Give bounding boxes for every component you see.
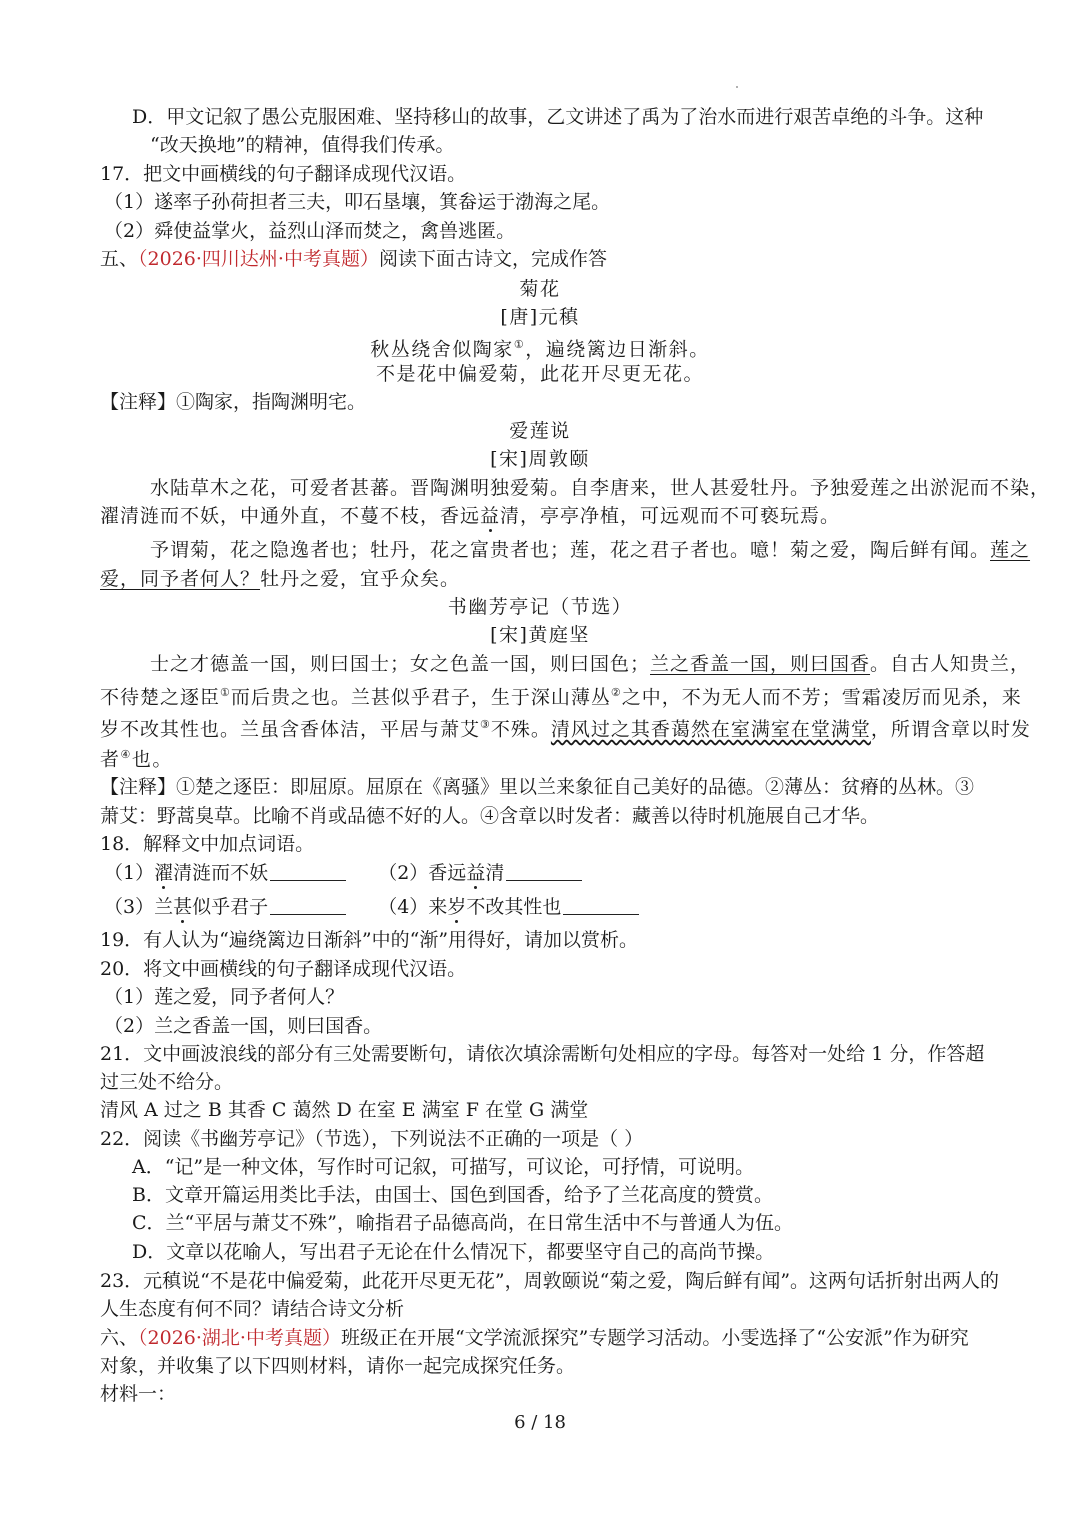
section6-source: （2026·湖北·中考真题）	[138, 1327, 341, 1349]
underlined-sentence: 爱，同予者何人？	[100, 568, 261, 590]
poem-line-2: 不是花中偏爱菊，此花开尽更无花。	[375, 363, 704, 385]
q16-option-d-line2: “改天换地”的精神，值得我们传承。	[150, 134, 455, 156]
wavy-underlined-passage: 清风过之其香蔼然在室满室在堂满堂	[550, 718, 871, 741]
essay1-para1-line2	[100, 503, 1080, 529]
dotted-word: 益	[466, 862, 486, 884]
answer-blank[interactable]	[506, 862, 582, 881]
poem-note: 【注释】①陶家，指陶渊明宅。	[100, 391, 367, 413]
section6-text: 班级正在开展“文学流派探究”专题学习活动。小雯选择了“公安派”作为研究	[340, 1327, 969, 1349]
essay2-line4	[100, 742, 1080, 772]
q22-option-c: C．兰“平居与萧艾不殊”，喻指君子品德高尚，在日常生活中不与普通人为伍。	[132, 1212, 793, 1234]
q18-row-1	[104, 860, 1080, 886]
underlined-sentence: 兰之香盖一国，则曰国香	[650, 653, 871, 675]
q19: 19．有人认为“遍绕篱边日渐斜”中的“渐”用得好，请加以赏析。	[100, 929, 639, 951]
q17-item-1: （1）遂率子孙荷担者三夫，叩石垦壤，箕畚运于渤海之尾。	[104, 191, 611, 213]
section5-instruction: 阅读下面古诗文，完成作答	[378, 248, 607, 270]
poem-line-1-text-end: ，遍绕篱边日渐斜。	[525, 338, 710, 361]
essay2-line2	[100, 680, 1080, 710]
section5-source: （2026·四川达州·中考真题）	[138, 248, 379, 270]
q18-item-text: 不改其性也	[466, 896, 562, 918]
q21-line1: 21．文中画波浪线的部分有三处需要断句，请依次填涂需断句处相应的字母。每答对一处给 1 分，作答超	[100, 1043, 985, 1065]
essay2-text: 岁不改其性也。兰虽含香体洁，平居与萧艾	[100, 718, 481, 741]
section6-heading	[100, 1325, 1080, 1351]
q20-item-1: （1）莲之爱，同予者何人？	[104, 986, 345, 1008]
q18-item-text: 似乎君子	[192, 896, 269, 918]
essay2-text: 不待楚之逐臣	[100, 686, 221, 709]
q17-heading: 17．把文中画横线的句子翻译成现代汉语。	[100, 163, 467, 185]
essay1-para2-line1	[150, 537, 1080, 563]
note-marker: ①	[513, 338, 526, 351]
poem-line-1-text: 秋丛绕舍似陶家	[370, 338, 514, 361]
essay2-line3	[100, 712, 1080, 742]
dotted-word: 濯	[154, 862, 174, 884]
essay2-note-line2: 萧艾：野蒿臭草。比喻不肖或品德不好的人。④含章以时发者：藏善以待时机施展自己才华。	[100, 805, 880, 827]
q18-item-label: （3）兰	[104, 896, 174, 918]
underlined-sentence: 莲之	[990, 539, 1031, 561]
q20-item-2: （2）兰之香盖一国，则曰国香。	[104, 1015, 383, 1037]
essay1-text: 予谓菊，花之隐逸者也；牡丹，花之富贵者也；莲，花之君子者也。噫！菊之爱，陶后鲜有闻。	[150, 539, 991, 561]
essay2-text: 不殊。	[490, 718, 551, 741]
essay1-text-end: 牡丹之爱，宜乎众矣。	[260, 568, 461, 590]
essay2-text-end: ，所谓含章以时发	[870, 718, 1031, 741]
essay2-text-end: 。自古人知贵兰，	[870, 653, 1031, 675]
q22-option-b: B．文章开篇运用类比手法，由国士、国色到国香，给予了兰花高度的赞赏。	[132, 1184, 773, 1206]
dotted-word: 益	[480, 505, 501, 527]
q22-option-d: D．文章以花喻人，写出君子无论在什么情况下，都要坚守自己的高尚节操。	[132, 1241, 775, 1263]
q23-line1: 23．元稹说“不是花中偏爱菊，此花开尽更无花”，周敦颐说“菊之爱，陶后鲜有闻”。这两句话折射出两人的	[100, 1270, 1000, 1292]
q18-item-label: （2）香远	[378, 862, 467, 884]
section6-line2: 对象，并收集了以下四则材料，请你一起完成探究任务。	[100, 1355, 576, 1377]
q18-item-text: 清涟而不妖	[173, 862, 269, 884]
q22-heading: 22．阅读《书幽芳亭记》（节选），下列说法不正确的一项是（ ）	[100, 1128, 644, 1150]
q18-item-label: （4）来	[378, 896, 448, 918]
q18-item-label: （1）	[104, 862, 155, 884]
answer-blank[interactable]	[270, 862, 346, 881]
q18-item-text: 清	[485, 862, 505, 884]
q23-line2: 人生态度有何不同？请结合诗文分析	[100, 1298, 405, 1320]
poem-author: [唐]元稹	[500, 306, 580, 328]
essay2-title: 书幽芳亭记（节选）	[447, 596, 633, 618]
q17-item-2: （2）舜使益掌火，益烈山泽而焚之，禽兽逃匿。	[104, 220, 516, 242]
q20-heading: 20．将文中画横线的句子翻译成现代汉语。	[100, 958, 467, 980]
answer-blank[interactable]	[563, 896, 639, 915]
q16-option-d-line1: D．甲文记叙了愚公克服困难、坚持移山的故事，乙文讲述了禹为了治水而进行艰苦卓绝的斗争。这种	[132, 106, 984, 128]
material-one-label: 材料一：	[100, 1383, 177, 1405]
dotted-word: 岁	[447, 896, 467, 918]
scan-speck	[736, 86, 738, 88]
essay2-note-line1: 【注释】①楚之逐臣：即屈原。屈原在《离骚》里以兰来象征自己美好的品德。②薄丛：贫瘠的丛林。③	[100, 776, 975, 798]
essay1-text: 濯清涟而不妖，中通外直，不蔓不枝，香远	[100, 505, 481, 527]
essay2-line1	[150, 651, 1080, 677]
essay1-para1-line1: 水陆草木之花，可爱者甚蕃。晋陶渊明独爱菊。自李唐来，世人甚爱牡丹。予独爱莲之出淤泥而不染，	[150, 477, 1051, 499]
essay2-text: 士之才德盖一国，则曰国士；女之色盖一国，则曰国色；	[150, 653, 651, 675]
q21-line2: 过三处不给分。	[100, 1071, 234, 1093]
q21-options: 清风 A 过之 B 其香 C 蔼然 D 在室 E 满室 F 在堂 G 满堂	[100, 1099, 589, 1121]
section5-heading	[100, 246, 1080, 272]
essay2-text-end: 之中，不为无人而不芳；雪霜凌厉而见杀，来	[621, 686, 1022, 709]
essay1-author: [宋]周敦颐	[490, 448, 590, 470]
answer-blank[interactable]	[270, 896, 346, 915]
essay2-text: 而后贵之也。兰甚似乎君子，生于深山薄丛	[230, 686, 611, 709]
note-marker: ①	[220, 686, 231, 699]
section5-number: 五、	[100, 248, 139, 270]
q18-heading: 18．解释文中加点词语。	[100, 833, 315, 855]
essay2-text-end: 也。	[131, 748, 173, 771]
note-marker: ②	[610, 686, 622, 699]
essay2-author: [宋]黄庭坚	[490, 624, 590, 646]
section6-number: 六、	[100, 1327, 139, 1349]
note-marker: ④	[120, 748, 132, 761]
essay1-para2-line2	[100, 566, 1080, 592]
q22-option-a: A．“记”是一种文体，写作时可记叙，可描写，可议论，可抒情，可说明。	[132, 1156, 755, 1178]
page-number: 6 / 18	[514, 1412, 566, 1433]
q18-row-2	[104, 894, 1080, 920]
essay2-text: 者	[100, 748, 121, 771]
note-marker: ③	[480, 718, 491, 731]
essay1-text-end: 清，亭亭净植，可远观而不可亵玩焉。	[500, 505, 841, 527]
essay1-title: 爱莲说	[509, 420, 571, 442]
poem-title: 菊花	[519, 278, 561, 300]
poem-line-1	[0, 332, 1080, 362]
dotted-word: 甚	[173, 896, 193, 918]
